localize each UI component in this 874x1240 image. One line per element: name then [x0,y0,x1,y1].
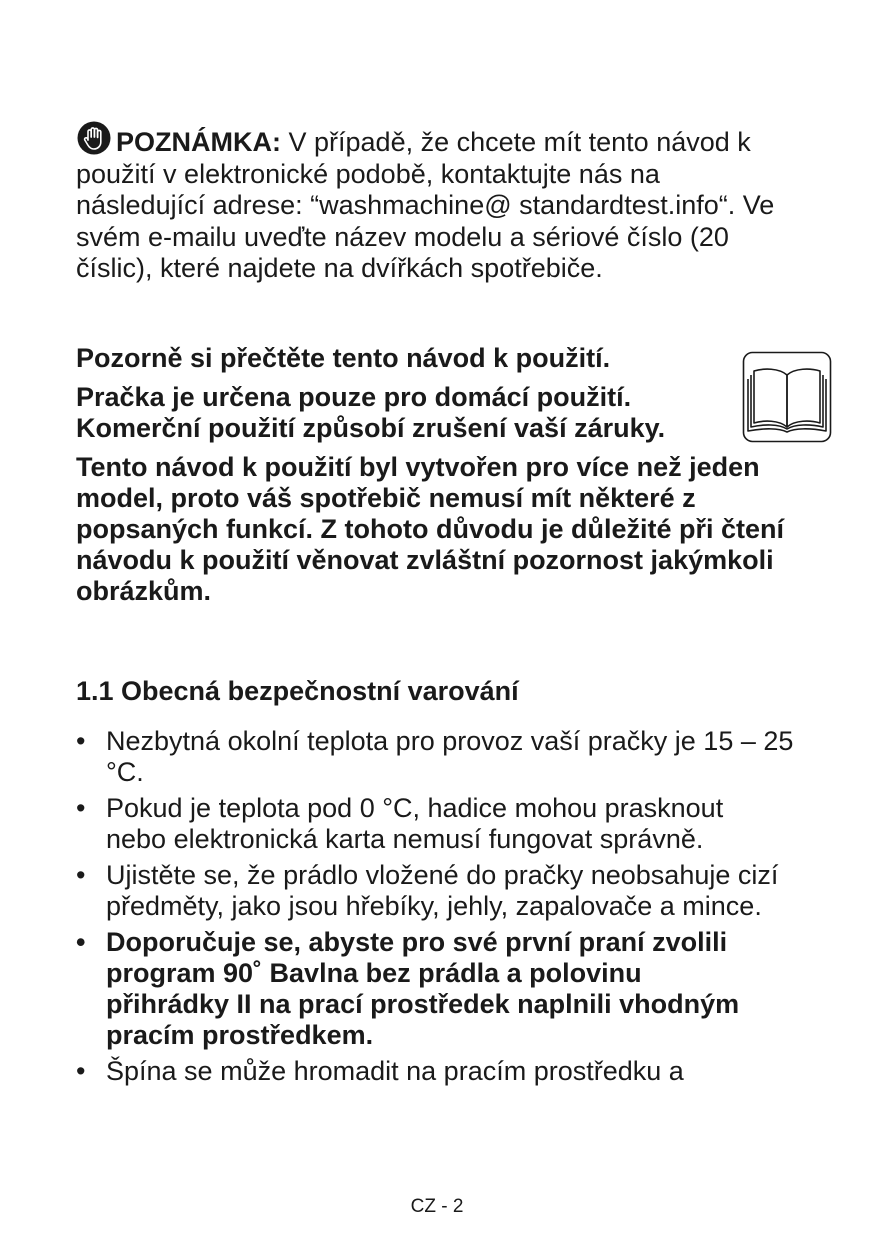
hand-stop-icon [76,120,112,156]
list-item-text: Nezbytná okolní teplota pro provoz vaší pračky je 15 – 25 °C. [106,726,794,787]
note-label: POZNÁMKA: [116,127,281,157]
intro-block [76,343,785,607]
read-carefully-text: Pozorně si přečtěte tento návod k použití. [76,343,611,373]
note-paragraph [76,120,796,285]
list-item-text: Špína se může hromadit na pracím prostředku a [106,1056,684,1086]
bullet-mark: • [76,793,86,823]
list-item-text: Doporučuje se, abyste pro své první praní zvolili program 90˚ Bavlna bez prádla a polovinu přihrádky II na prací prostředek naplnili vhodným pracím prostředkem. [106,927,740,1050]
safety-bullet-list [76,726,816,1092]
list-item [76,793,726,855]
note-text: V případě, že chcete mít tento návod k použití v elektronické podobě, kontaktujte nás na následující adrese: “washmachine@ standardtest.info“. Ve svém e-mailu uveďte název modelu a sériové číslo (20 číslic), které najdete na dvířkách spotřebiče. [76,127,775,283]
page-number: CZ - 2 [410,1196,464,1217]
section-heading: 1.1 Obecná bezpečnostní varování [76,676,519,706]
domestic-use-text: Pračka je určena pouze pro domácí použití. Komerční použití způsobí zrušení vaší záruky. [76,382,666,443]
bullet-mark: • [76,1056,86,1086]
multiple-models-text: Tento návod k použití byl vytvořen pro více než jeden model, proto váš spotřebič nemusí mít některé z popsaných funkcí. Z tohoto důvodu je důležité při čtení návodu k použití věnovat zvláštní pozornost jakýmkoli obrázkům. [76,452,785,606]
list-item [76,726,806,788]
open-book-icon [742,351,832,443]
list-item-text: Ujistěte se, že prádlo vložené do pračky neobsahuje cizí předměty, jako jsou hřebíky, jehly, zapalovače a mince. [106,860,779,921]
bullet-mark: • [76,726,86,756]
bullet-mark: • [76,927,86,957]
bullet-mark: • [76,860,86,890]
list-item [76,1056,816,1087]
list-item [76,860,816,922]
list-item [76,927,746,1051]
list-item-text: Pokud je teplota pod 0 °C, hadice mohou prasknout nebo elektronická karta nemusí fungovat správně. [106,793,724,854]
